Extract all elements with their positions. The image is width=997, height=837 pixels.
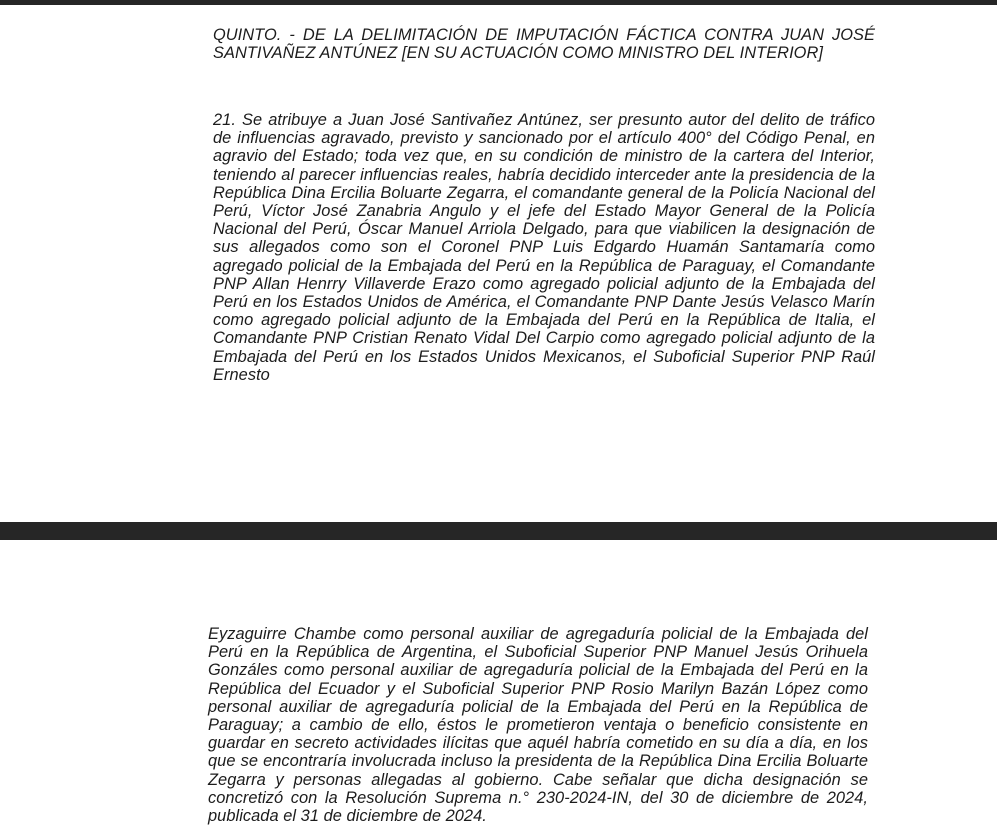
paragraph-21 xyxy=(213,111,875,384)
paragraph-text: 21. Se atribuye a Juan José Santivañez Antúnez, ser presunto autor del delito de tráfico de influencias agravado, previsto y sancionado por el artículo 400° del Código Penal, en agravio del Estado; toda vez que, en su condición de ministro de la cartera del Interior, teniendo al parecer influencias reales, habría decidido interceder ante la presidencia de la República Dina Ercilia Boluarte Zegarra, el comandante general de la Policía Nacional del Perú, Víctor José Zanabria Angulo y el jefe del Estado Mayor General de la Policía Nacional del Perú, Óscar Manuel Arriola Delgado, para que viabilicen la designación de sus allegados como son el Coronel PNP Luis Edgardo Huamán Santamaría como agregado policial de la Embajada del Perú en la República de Paraguay, el Comandante PNP Allan Henrry Villaverde Erazo como agregado policial adjunto de la Embajada del Perú en los Estados Unidos de América, el Comandante PNP Dante Jesús Velasco Marín como agregado policial adjunto de la Embajada del Perú en la República de Italia, el Comandante PNP Cristian Renato Vidal Del Carpio como agregado policial adjunto de la Embajada del Perú en los Estados Unidos Mexicanos, el Suboficial Superior PNP Raúl Ernesto xyxy=(213,111,875,384)
document-page-1 xyxy=(0,5,997,522)
section-heading xyxy=(213,26,875,62)
section-heading-text: QUINTO. - DE LA DELIMITACIÓN DE IMPUTACIÓN FÁCTICA CONTRA JUAN JOSÉ SANTIVAÑEZ ANTÚNEZ [EN SU ACTUACIÓN COMO MINISTRO DEL INTERIOR] xyxy=(213,26,875,63)
document-page-2 xyxy=(0,540,997,837)
paragraph-continuation xyxy=(208,625,868,825)
paragraph-text: Eyzaguirre Chambe como personal auxiliar de agregaduría policial de la Embajada del Perú en la República de Argentina, el Suboficial Superior PNP Manuel Jesús Orihuela Gonzáles como personal auxiliar de agregaduría policial de la Embajada del Perú en la República del Ecuador y el Suboficial Superior PNP Rosio Marilyn Bazán López como personal auxiliar de agregaduría policial de la Embajada del Perú en la República de Paraguay; a cambio de ello, éstos le prometieron ventaja o beneficio consistente en guardar en secreto actividades ilícitas que aquél habría cometido en su día a día, en los que se encontraría involucrada incluso la presidenta de la República Dina Ercilia Boluarte Zegarra y personas allegadas al gobierno. Cabe señalar que dicha designación se concretizó con la Resolución Suprema n.° 230-2024-IN, del 30 de diciembre de 2024, publicada el 31 de diciembre de 2024. xyxy=(208,625,868,826)
